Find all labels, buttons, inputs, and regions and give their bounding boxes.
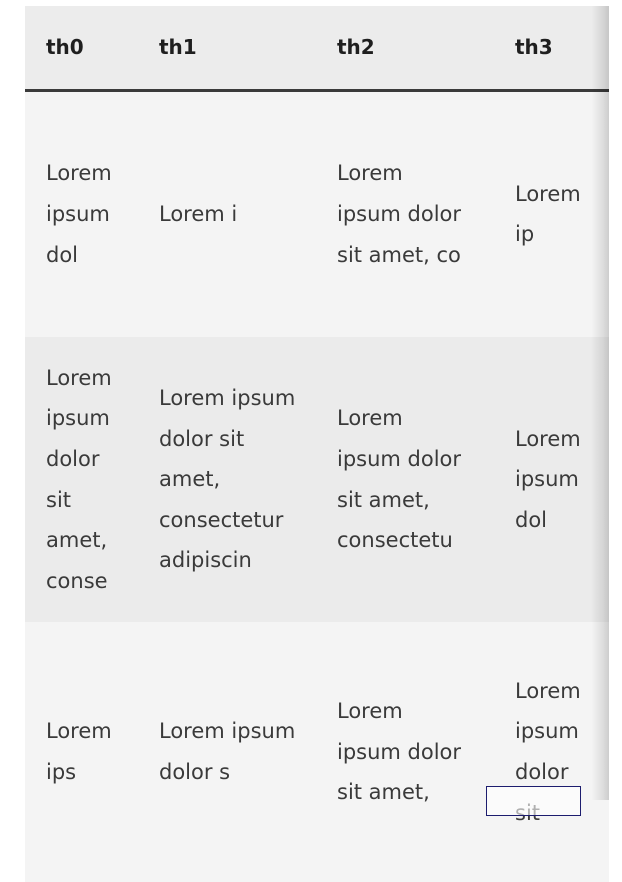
- table-row: [25, 622, 609, 882]
- column-header-th1[interactable]: th1: [138, 6, 316, 90]
- table-cell: Lorem ipsum dolor sit amet, conse: [46, 365, 112, 593]
- table-cell: Lorem ipsum dol: [515, 426, 581, 532]
- table-scroll-container[interactable]: [25, 6, 609, 805]
- table-body: [25, 90, 609, 882]
- table-cell: Lorem ipsum dolor sit amet, consectetur adipiscin: [159, 386, 296, 573]
- table-cell: Lorem ip: [515, 181, 581, 247]
- table-cell: Lorem ipsum dolor sit amet, consectetu: [337, 406, 462, 553]
- table-cell: Lorem ipsum dolor sit amet,: [337, 699, 462, 805]
- column-header-th0[interactable]: th0: [25, 6, 138, 90]
- column-header-th3[interactable]: th3: [494, 6, 609, 90]
- table-cell: Lorem ipsum dol: [46, 161, 112, 267]
- table-cell: Lorem ips: [46, 719, 112, 784]
- table-cell: Lorem i: [159, 201, 238, 226]
- table-row: [25, 337, 609, 622]
- table-header: [25, 6, 609, 90]
- header-row: [25, 6, 609, 90]
- column-header-th2[interactable]: th2: [316, 6, 494, 90]
- table-row: [25, 90, 609, 337]
- focus-outline: [486, 786, 581, 816]
- table-cell: Lorem ipsum dolor s: [159, 719, 296, 784]
- data-table: [25, 6, 609, 882]
- table-cell: Lorem ipsum dolor: [515, 678, 581, 784]
- table-cell: Lorem ipsum dolor sit amet, co: [337, 161, 462, 267]
